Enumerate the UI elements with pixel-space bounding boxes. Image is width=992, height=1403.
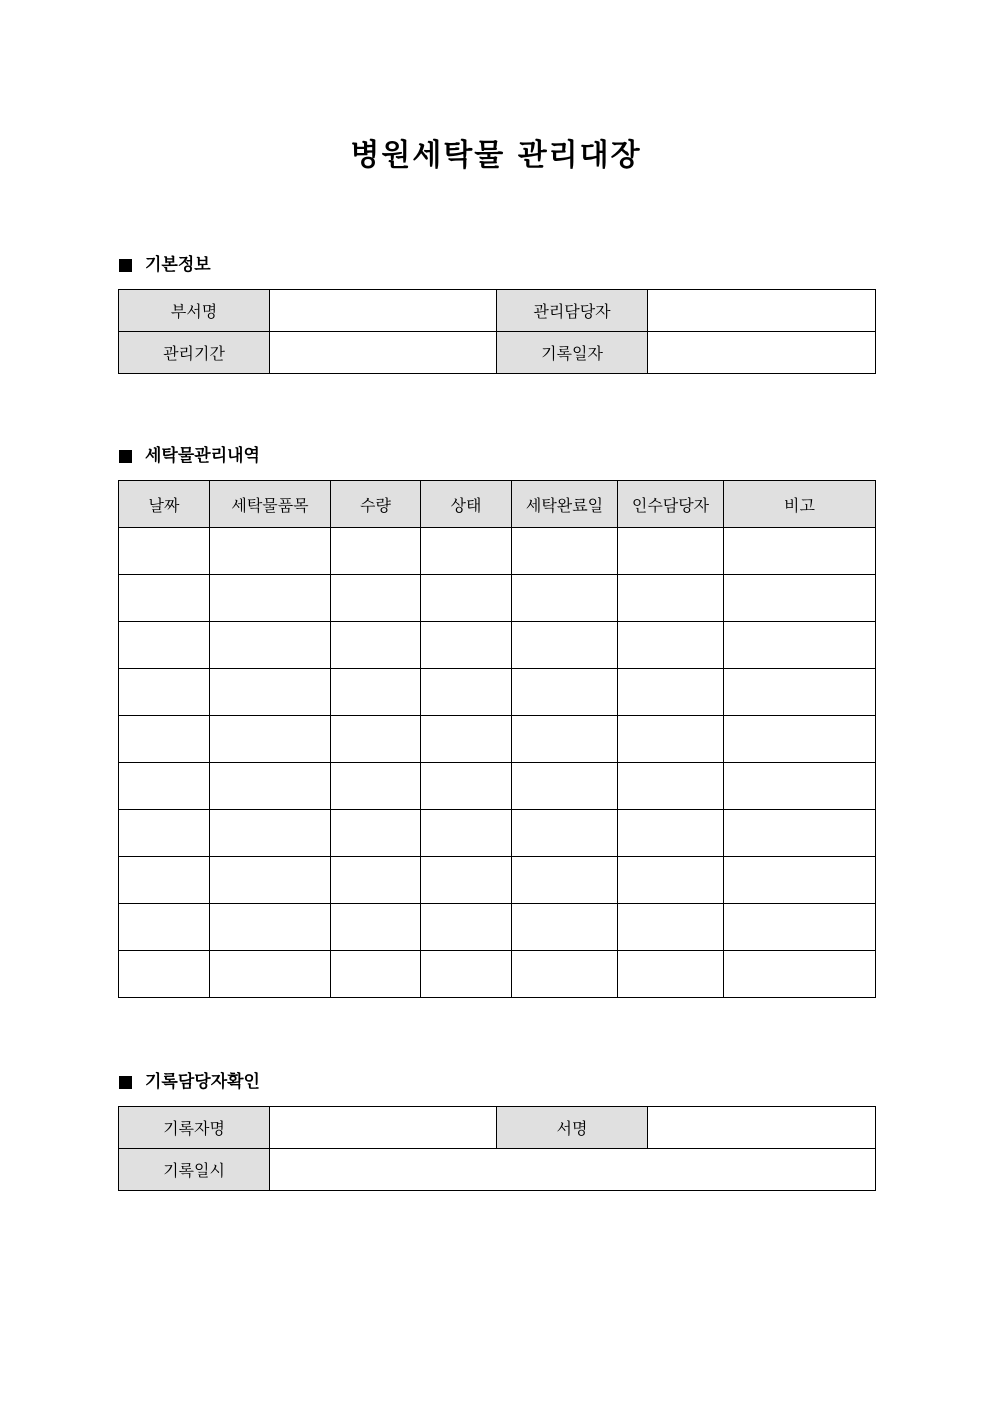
cell-item[interactable] (210, 904, 331, 951)
cell-item[interactable] (210, 716, 331, 763)
cell-status[interactable] (421, 528, 512, 575)
cell-remarks[interactable] (724, 716, 876, 763)
cell-item[interactable] (210, 575, 331, 622)
column-header-date: 날짜 (119, 481, 210, 528)
manager-label: 관리담당자 (497, 290, 648, 332)
cell-item[interactable] (210, 622, 331, 669)
cell-date[interactable] (119, 716, 210, 763)
recorder-name-label: 기록자명 (119, 1107, 270, 1149)
cell-date[interactable] (119, 669, 210, 716)
cell-completion-date[interactable] (512, 904, 618, 951)
cell-remarks[interactable] (724, 810, 876, 857)
cell-status[interactable] (421, 716, 512, 763)
column-header-quantity: 수량 (331, 481, 421, 528)
cell-completion-date[interactable] (512, 622, 618, 669)
confirmation-row (119, 1107, 876, 1149)
cell-remarks[interactable] (724, 528, 876, 575)
period-field[interactable] (270, 332, 497, 374)
cell-item[interactable] (210, 763, 331, 810)
cell-quantity[interactable] (331, 575, 421, 622)
cell-completion-date[interactable] (512, 716, 618, 763)
cell-date[interactable] (119, 857, 210, 904)
cell-item[interactable] (210, 528, 331, 575)
cell-quantity[interactable] (331, 528, 421, 575)
cell-remarks[interactable] (724, 622, 876, 669)
cell-completion-date[interactable] (512, 528, 618, 575)
cell-receiver[interactable] (618, 810, 724, 857)
cell-quantity[interactable] (331, 622, 421, 669)
basic-info-table (118, 289, 876, 374)
cell-status[interactable] (421, 810, 512, 857)
basic-info-row (119, 290, 876, 332)
cell-remarks[interactable] (724, 951, 876, 998)
department-label: 부서명 (119, 290, 270, 332)
cell-date[interactable] (119, 763, 210, 810)
cell-date[interactable] (119, 904, 210, 951)
record-datetime-field[interactable] (270, 1149, 876, 1191)
cell-item[interactable] (210, 810, 331, 857)
manager-field[interactable] (648, 290, 876, 332)
cell-receiver[interactable] (618, 528, 724, 575)
table-row (119, 857, 876, 904)
table-row (119, 763, 876, 810)
cell-date[interactable] (119, 810, 210, 857)
period-label: 관리기간 (119, 332, 270, 374)
cell-remarks[interactable] (724, 763, 876, 810)
basic-info-heading-text: 기본정보 (145, 255, 211, 275)
cell-receiver[interactable] (618, 575, 724, 622)
department-field[interactable] (270, 290, 497, 332)
cell-status[interactable] (421, 669, 512, 716)
cell-quantity[interactable] (331, 810, 421, 857)
table-row (119, 810, 876, 857)
confirmation-row (119, 1149, 876, 1191)
table-row (119, 904, 876, 951)
cell-quantity[interactable] (331, 857, 421, 904)
recorder-name-field[interactable] (270, 1107, 497, 1149)
cell-receiver[interactable] (618, 857, 724, 904)
basic-info-heading (119, 254, 211, 276)
signature-label: 서명 (497, 1107, 648, 1149)
cell-receiver[interactable] (618, 716, 724, 763)
basic-info-row (119, 332, 876, 374)
recorder-confirmation-heading (119, 1071, 260, 1093)
cell-status[interactable] (421, 763, 512, 810)
cell-receiver[interactable] (618, 951, 724, 998)
cell-date[interactable] (119, 951, 210, 998)
square-bullet-icon (119, 259, 132, 272)
cell-status[interactable] (421, 857, 512, 904)
cell-status[interactable] (421, 575, 512, 622)
cell-completion-date[interactable] (512, 951, 618, 998)
table-header-row (119, 481, 876, 528)
cell-date[interactable] (119, 622, 210, 669)
column-header-item: 세탁물품목 (210, 481, 331, 528)
page-title: 병원세탁물 관리대장 (350, 138, 642, 173)
cell-quantity[interactable] (331, 763, 421, 810)
cell-remarks[interactable] (724, 669, 876, 716)
table-row (119, 622, 876, 669)
cell-receiver[interactable] (618, 669, 724, 716)
recorder-confirmation-table (118, 1106, 876, 1191)
cell-receiver[interactable] (618, 904, 724, 951)
cell-item[interactable] (210, 951, 331, 998)
column-header-status: 상태 (421, 481, 512, 528)
cell-status[interactable] (421, 904, 512, 951)
square-bullet-icon (119, 450, 132, 463)
cell-remarks[interactable] (724, 857, 876, 904)
cell-quantity[interactable] (331, 669, 421, 716)
cell-quantity[interactable] (331, 904, 421, 951)
cell-remarks[interactable] (724, 904, 876, 951)
cell-completion-date[interactable] (512, 857, 618, 904)
record-date-label: 기록일자 (497, 332, 648, 374)
cell-completion-date[interactable] (512, 810, 618, 857)
cell-completion-date[interactable] (512, 763, 618, 810)
laundry-records-heading (119, 445, 260, 467)
cell-remarks[interactable] (724, 575, 876, 622)
table-row (119, 528, 876, 575)
cell-completion-date[interactable] (512, 669, 618, 716)
square-bullet-icon (119, 1076, 132, 1089)
cell-date[interactable] (119, 528, 210, 575)
cell-receiver[interactable] (618, 763, 724, 810)
cell-status[interactable] (421, 951, 512, 998)
cell-date[interactable] (119, 575, 210, 622)
record-date-field[interactable] (648, 332, 876, 374)
laundry-records-table (118, 480, 876, 998)
table-row (119, 951, 876, 998)
cell-item[interactable] (210, 669, 331, 716)
cell-item[interactable] (210, 857, 331, 904)
laundry-records-heading-text: 세탁물관리내역 (145, 446, 260, 466)
column-header-remarks: 비고 (724, 481, 876, 528)
table-row (119, 575, 876, 622)
signature-field[interactable] (648, 1107, 876, 1149)
recorder-confirmation-heading-text: 기록담당자확인 (145, 1072, 260, 1092)
table-row (119, 716, 876, 763)
column-header-receiver: 인수담당자 (618, 481, 724, 528)
record-datetime-label: 기록일시 (119, 1149, 270, 1191)
cell-completion-date[interactable] (512, 575, 618, 622)
cell-status[interactable] (421, 622, 512, 669)
cell-quantity[interactable] (331, 716, 421, 763)
cell-receiver[interactable] (618, 622, 724, 669)
column-header-completion-date: 세탁완료일 (512, 481, 618, 528)
cell-quantity[interactable] (331, 951, 421, 998)
table-row (119, 669, 876, 716)
